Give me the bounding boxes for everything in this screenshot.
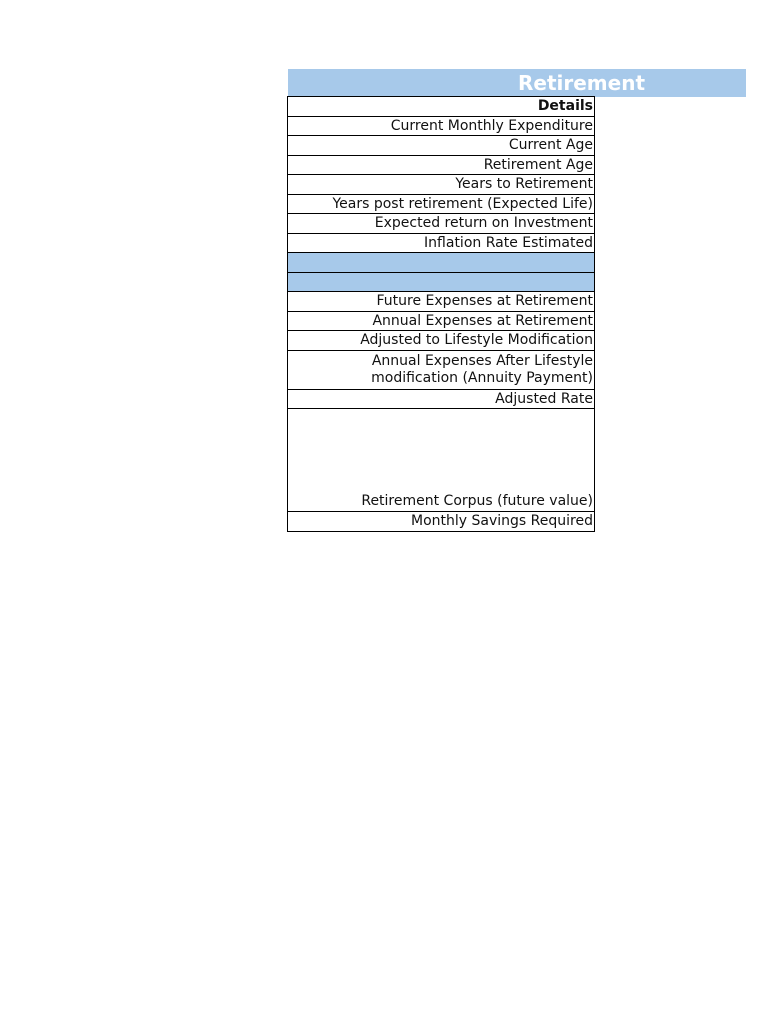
future-expenses-cell[interactable]: Future Expenses at Retirement bbox=[288, 292, 594, 312]
retirement-age-cell[interactable]: Retirement Age bbox=[288, 156, 594, 176]
retirement-corpus-cell[interactable] bbox=[288, 409, 594, 512]
retirement-table bbox=[287, 96, 595, 532]
expected-return-cell[interactable]: Expected return on Investment bbox=[288, 214, 594, 234]
sheet-title: Retirement bbox=[518, 71, 646, 95]
annual-expenses-after-lifestyle-line1: Annual Expenses After Lifestyle bbox=[371, 352, 593, 369]
lifestyle-adjustment-cell[interactable]: Adjusted to Lifestyle Modification bbox=[288, 331, 594, 351]
annual-expenses-after-lifestyle-cell[interactable] bbox=[288, 351, 594, 390]
annual-expenses-after-lifestyle-line2: modification (Annuity Payment) bbox=[371, 369, 593, 386]
blue-separator-row-1[interactable] bbox=[288, 253, 594, 273]
years-post-retirement-cell[interactable]: Years post retirement (Expected Life) bbox=[288, 195, 594, 215]
current-monthly-expenditure-cell[interactable]: Current Monthly Expenditure bbox=[288, 117, 594, 137]
monthly-savings-cell[interactable]: Monthly Savings Required bbox=[288, 512, 594, 532]
retirement-corpus-label: Retirement Corpus (future value) bbox=[361, 493, 593, 509]
details-header-cell[interactable]: Details bbox=[288, 97, 594, 117]
title-cell bbox=[288, 69, 646, 97]
annual-expenses-cell[interactable]: Annual Expenses at Retirement bbox=[288, 312, 594, 332]
blue-separator-row-2[interactable] bbox=[288, 273, 594, 293]
current-age-cell[interactable]: Current Age bbox=[288, 136, 594, 156]
title-banner[interactable] bbox=[288, 69, 746, 97]
adjusted-rate-cell[interactable]: Adjusted Rate bbox=[288, 390, 594, 410]
inflation-rate-cell[interactable]: Inflation Rate Estimated bbox=[288, 234, 594, 254]
years-to-retirement-cell[interactable]: Years to Retirement bbox=[288, 175, 594, 195]
